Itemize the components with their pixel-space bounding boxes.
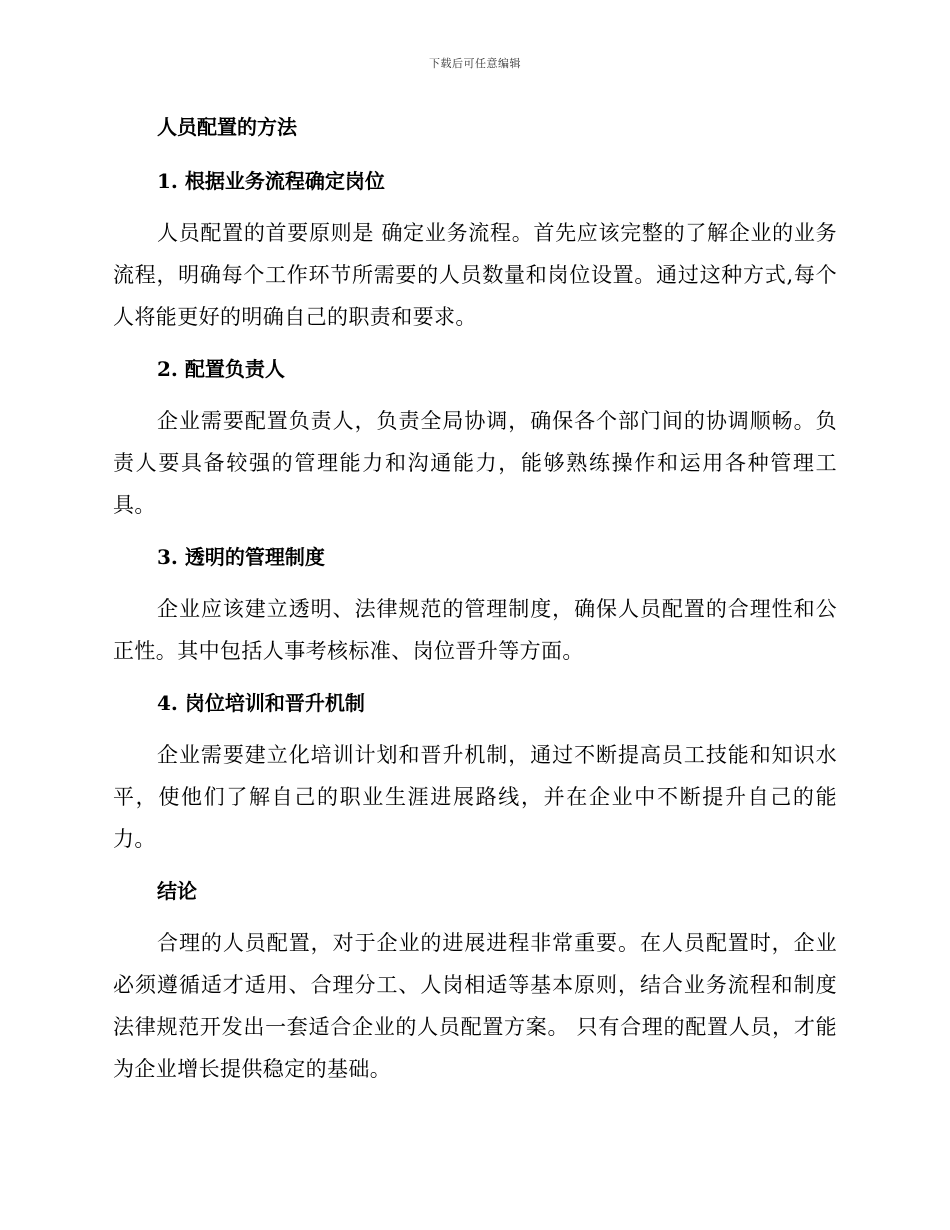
section-heading-3: 3. 透明的管理制度	[157, 545, 325, 569]
conclusion-paragraph: 合理的人员配置，对于企业的进展进程非常重要。在人员配置时，企业必须遵循适才适用、合理分工、人岗相适等基本原则，结合业务流程和制度法律规范开发出一套适合企业的人员配置方案。 只有合理的配置人员，才能为企业增长提供稳定的基础。	[113, 931, 837, 1081]
conclusion-heading: 结论	[157, 879, 197, 903]
section-heading-2: 2. 配置负责人	[157, 357, 285, 381]
section-paragraph-1: 人员配置的首要原则是 确定业务流程。首先应该完整的了解企业的业务流程，明确每个工作环节所需要的人员数量和岗位设置。通过这种方式,每个人将能更好的明确自己的职责和要求。	[113, 221, 837, 329]
section-heading-1: 1. 根据业务流程确定岗位	[157, 169, 385, 193]
section-paragraph-4: 企业需要建立化培训计划和晋升机制，通过不断提高员工技能和知识水平，使他们了解自己的职业生涯进展路线，并在企业中不断提升自己的能力。	[113, 743, 837, 851]
header-note: 下载后可任意编辑	[429, 57, 521, 70]
document-body	[113, 106, 837, 1100]
document-title: 人员配置的方法	[157, 115, 297, 139]
section-paragraph-2: 企业需要配置负责人，负责全局协调，确保各个部门间的协调顺畅。负责人要具备较强的管理能力和沟通能力，能够熟练操作和运用各种管理工具。	[113, 409, 837, 517]
section-paragraph-3: 企业应该建立透明、法律规范的管理制度，确保人员配置的合理性和公正性。其中包括人事考核标准、岗位晋升等方面。	[113, 597, 837, 663]
section-heading-4: 4. 岗位培训和晋升机制	[157, 691, 365, 715]
